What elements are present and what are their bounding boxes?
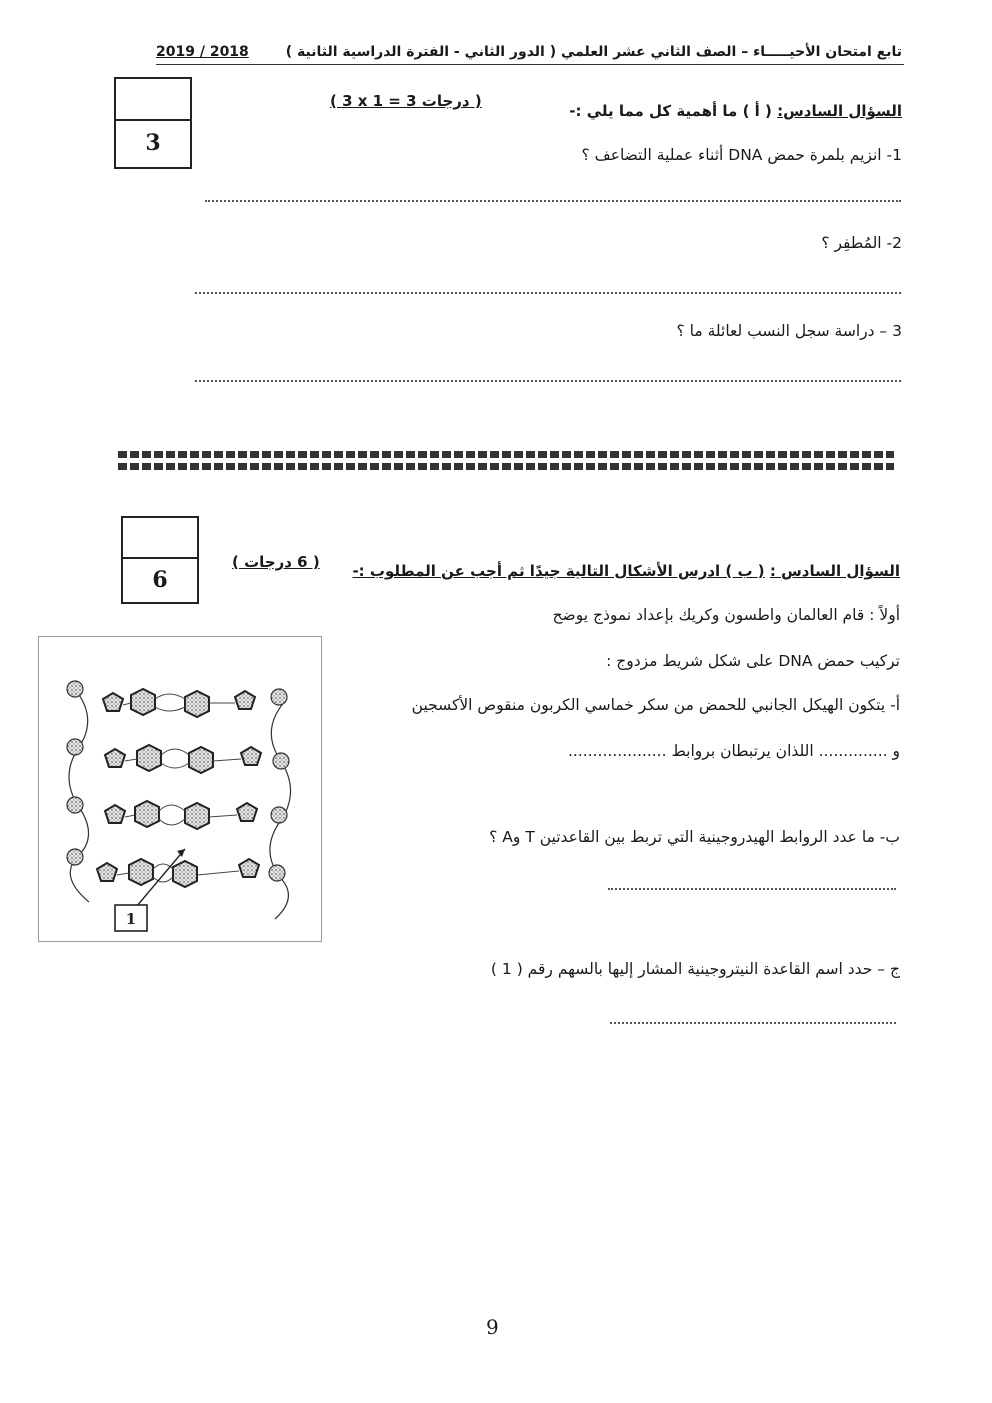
sugar-link [123,703,131,705]
phosphate-circle [67,681,83,697]
base-hexagon [189,747,213,773]
phosphate-circle [273,753,289,769]
hydrogen-bond [161,763,189,768]
base-hexagon [129,859,153,885]
exam-header: تابع امتحان الأحيـــــاء – الصف الثاني عشر العلمي ( الدور الثاني - الفترة الدراسية الثانية ) [285,44,902,60]
sugar-pentagon [237,803,257,821]
question-a-body: ( أ ) ما أهمية كل مما يلي :- [569,102,772,120]
question-a-title [569,102,902,120]
question-b-body: ( ب ) ادرس الأشكال التالية جيدًا ثم أجب عن المطلوب :- [352,562,765,580]
answer-line [195,380,901,382]
page-number: 9 [486,1315,499,1339]
sugar-pentagon [105,749,125,767]
sugar-pentagon [103,693,123,711]
phosphate-circle [271,807,287,823]
header-rule [156,64,904,65]
score-box-part-a [114,77,192,169]
question-a-item-3: 3 – دراسة سجل النسب لعائلة ما ؟ [676,322,902,340]
sugar-link [197,871,239,875]
question-b-title [352,562,900,580]
hydrogen-bond [159,805,185,811]
score-value-part-a: 3 [145,130,161,157]
phosphate-circle [269,865,285,881]
question-a-label: السؤال السادس: [777,102,902,120]
dna-diagram [39,637,321,941]
score-box-blank [116,79,190,121]
section-separator [118,463,894,470]
base-hexagon [137,745,161,771]
question-b-label: السؤال السادس : [769,562,900,580]
backbone-left [69,687,89,902]
arrow-1-head [177,849,185,857]
question-b-marks: ( 6 درجات ) [232,553,320,571]
hydrogen-bond [159,819,185,825]
phosphate-circle [67,849,83,865]
exam-year: 2019 / 2018 [156,44,249,60]
phosphate-circle [67,797,83,813]
intro-line-2: تركيب حمض DNA على شكل شريط مزدوج : [606,652,900,670]
intro-line-1: أولاً : قام العالمان واطسون وكريك بإعداد نموذج يوضح [552,606,900,624]
sugar-pentagon [105,805,125,823]
score-box-part-b [121,516,199,604]
sugar-pentagon [97,863,117,881]
question-b-a-line-2: و .............. اللذان يرتبطان بروابط .................... [568,742,900,760]
sugar-pentagon [239,859,259,877]
phosphate-circle [67,739,83,755]
sugar-link [125,759,137,761]
answer-line [610,1022,896,1024]
dna-double-helix-figure [38,636,322,942]
section-separator [118,451,894,458]
answer-line [205,200,901,202]
question-b-c: ج – حدد اسم القاعدة النيتروجينية المشار إليها بالسهم رقم ( 1 ) [490,960,900,978]
question-a-item-1: 1- انزيم بلمرة حمض DNA أثناء عملية التضاعف ؟ [581,146,902,164]
base-hexagon [185,803,209,829]
score-value-part-b: 6 [152,566,168,593]
arrow-label: 1 [125,910,137,928]
answer-line [608,888,896,890]
answer-line [195,292,901,294]
sugar-link [117,873,129,875]
question-a-item-2: 2- المُطفِر ؟ [821,234,902,252]
base-hexagon [185,691,209,717]
sugar-pentagon [235,691,255,709]
sugar-link [213,759,241,761]
hydrogen-bond [153,877,173,882]
sugar-link [209,815,237,817]
question-b-a-line-1: أ- يتكون الهيكل الجانبي للحمض من سكر خماسي الكربون منقوص الأكسجين [411,696,900,714]
question-a-marks: ( 3 x 1 = 3 درجات ) [330,92,482,110]
hydrogen-bond [155,694,185,699]
phosphate-circle [271,689,287,705]
base-hexagon [131,689,155,715]
base-hexagon [135,801,159,827]
score-box-blank [123,518,197,559]
hydrogen-bond [161,749,189,755]
base-hexagon [173,861,197,887]
hydrogen-bond [155,707,185,711]
question-b-b: ب- ما عدد الروابط الهيدروجينية التي تربط بين القاعدتين T وA ؟ [489,828,900,846]
sugar-link [125,815,135,817]
sugar-pentagon [241,747,261,765]
